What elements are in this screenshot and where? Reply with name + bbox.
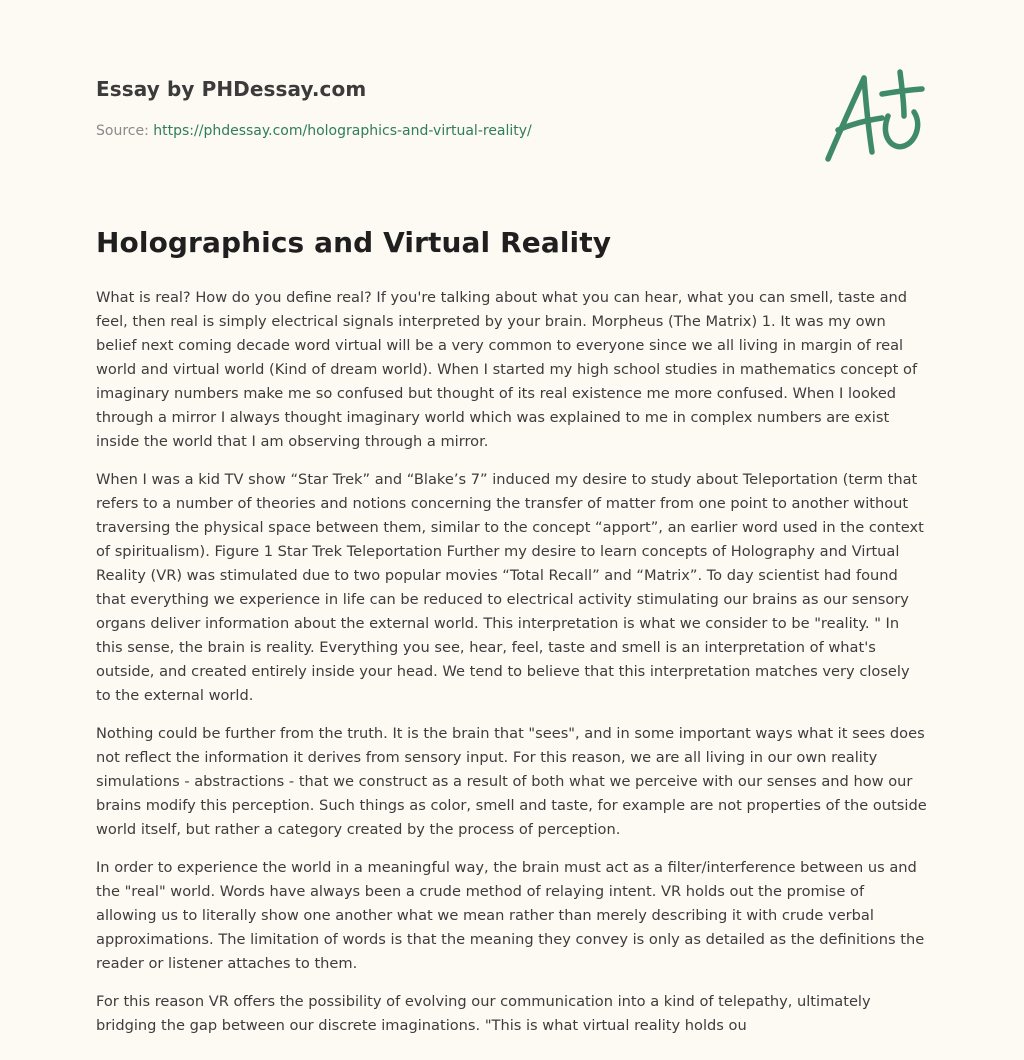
paragraph: In order to experience the world in a meaningful way, the brain must act as a filter/interference between us and the "real" world. Words have always been a crude method of relaying intent. VR holds out the promise of allowing us to literally show one another what we mean rather than merely describing it with crude verbal approximations. The limitation of words is that the meaning they convey is only as detailed as the definitions the reader or listener attaches to them. [96,859,925,972]
paragraph: What is real? How do you define real? If you're talking about what you can hear, what you can smell, taste and feel, then real is simply electrical signals interpreted by your brain. Morpheus (The Matrix) 1. It was my own belief next coming decade word virtual will be a very common to everyone since we all living in margin of real world and virtual world (Kind of dream world). When I started my high school studies in mathematics concept of imaginary numbers make me so confused but thought of its real existence me more confused. When I looked through a mirror I always thought imaginary world which was explained to me in complex numbers are exist inside the world that I am observing through a mirror. [96,289,918,450]
paragraph: When I was a kid TV show “Star Trek” and “Blake’s 7” induced my desire to study about Teleportation (term that refers to a number of theories and notions concerning the transfer of matter from one point to another without traversing the physical space between them, similar to the concept “apport”, an earlier word used in the context of spiritualism). Figure 1 Star Trek Teleportation Further my desire to learn concepts of Holography and Virtual Reality (VR) was stimulated due to two popular movies “Total Recall” and “Matrix”. To day scientist had found that everything we experience in life can be reduced to electrical activity stimulating our brains as our sensory organs deliver information about the external world. This interpretation is what we consider to be "reality. " In this sense, the brain is reality. Everything you see, hear, feel, taste and smell is an interpretation of what's outside, and created entirely inside your head. We tend to believe that this interpretation matches very closely to the external world. [96,471,924,704]
essay-body [96,286,928,1052]
paragraph: For this reason VR offers the possibility of evolving our communication into a kind of telepathy, ultimately bridging the gap between our discrete imaginations. "This is what virtual reality holds ou [96,993,871,1034]
source-link[interactable]: https://phdessay.com/holographics-and-virtual-reality/ [153,123,532,139]
a-plus-logo-icon [818,66,928,166]
site-title: Essay by PHDessay.com [96,77,367,101]
paragraph: Nothing could be further from the truth. It is the brain that "sees", and in some important ways what it sees does not reflect the information it derives from sensory input. For this reason, we are all living in our own reality simulations - abstractions - that we construct as a result of both what we perceive with our senses and how our brains modify this perception. Such things as color, smell and taste, for example are not properties of the outside world itself, but rather a category created by the process of perception. [96,725,927,838]
source-label: Source: [96,123,154,139]
source-line [96,123,532,139]
essay-title: Holographics and Virtual Reality [96,226,612,259]
